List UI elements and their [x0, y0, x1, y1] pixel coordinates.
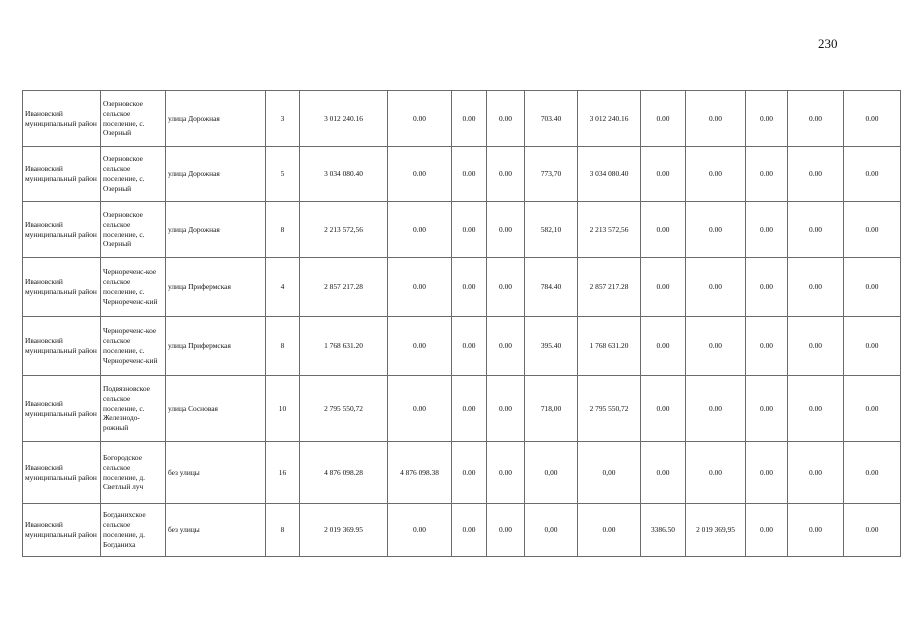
district-cell: Ивановский муниципальный район [23, 91, 101, 147]
cost-col-11-cell: 0.00 [641, 147, 686, 202]
cost-col-12-cell: 0.00 [686, 258, 746, 317]
table-row [23, 147, 901, 202]
house-number-cell: 3 [266, 91, 300, 147]
district-cell: Ивановский муниципальный район [23, 376, 101, 442]
house-number-cell: 4 [266, 258, 300, 317]
cost-col-7-cell: 0.00 [452, 317, 487, 376]
cost-col-8-cell: 0.00 [487, 442, 525, 504]
street-cell: улица Прифермская [166, 317, 266, 376]
cost-col-10-cell: 0,00 [578, 442, 641, 504]
cost-col-14-cell: 0.00 [788, 258, 844, 317]
settlement-cell: Озерновское сельское поселение, с. Озерный [101, 202, 166, 258]
cost-col-8-cell: 0.00 [487, 504, 525, 557]
district-cell: Ивановский муниципальный район [23, 147, 101, 202]
cost-col-8-cell: 0.00 [487, 376, 525, 442]
settlement-cell: Подвязновское сельское поселение, с. Железнодо-рожный [101, 376, 166, 442]
district-cell: Ивановский муниципальный район [23, 202, 101, 258]
cost-col-12-cell: 0.00 [686, 317, 746, 376]
house-number-cell: 10 [266, 376, 300, 442]
street-cell: без улицы [166, 442, 266, 504]
cost-col-6-cell: 0.00 [388, 147, 452, 202]
table-row [23, 504, 901, 557]
cost-col-15-cell: 0.00 [844, 258, 901, 317]
cost-col-11-cell: 0.00 [641, 376, 686, 442]
cost-col-12-cell: 0.00 [686, 376, 746, 442]
cost-col-7-cell: 0.00 [452, 202, 487, 258]
cost-col-15-cell: 0.00 [844, 504, 901, 557]
area-cell: 703.40 [525, 91, 578, 147]
cost-col-14-cell: 0.00 [788, 317, 844, 376]
cost-col-14-cell: 0.00 [788, 442, 844, 504]
cost-col-12-cell: 0.00 [686, 442, 746, 504]
cost-col-13-cell: 0.00 [746, 442, 788, 504]
cost-col-8-cell: 0.00 [487, 202, 525, 258]
cost-total-cell: 3 012 240.16 [300, 91, 388, 147]
area-cell: 395.40 [525, 317, 578, 376]
cost-col-14-cell: 0.00 [788, 202, 844, 258]
settlement-cell: Богородское сельское поселение, д. Светлый луч [101, 442, 166, 504]
cost-col-13-cell: 0.00 [746, 504, 788, 557]
house-number-cell: 8 [266, 317, 300, 376]
cost-col-15-cell: 0.00 [844, 376, 901, 442]
cost-col-11-cell: 0.00 [641, 202, 686, 258]
cost-col-10-cell: 2 857 217.28 [578, 258, 641, 317]
cost-col-13-cell: 0.00 [746, 91, 788, 147]
table-row [23, 376, 901, 442]
cost-col-14-cell: 0.00 [788, 147, 844, 202]
street-cell: улица Сосновая [166, 376, 266, 442]
cost-col-6-cell: 0.00 [388, 376, 452, 442]
cost-col-11-cell: 3386.50 [641, 504, 686, 557]
cost-total-cell: 1 768 631.20 [300, 317, 388, 376]
cost-col-12-cell: 0.00 [686, 202, 746, 258]
cost-col-10-cell: 2 213 572,56 [578, 202, 641, 258]
table-row [23, 202, 901, 258]
area-cell: 0,00 [525, 504, 578, 557]
table-row [23, 442, 901, 504]
cost-col-10-cell: 2 795 550,72 [578, 376, 641, 442]
district-cell: Ивановский муниципальный район [23, 258, 101, 317]
house-number-cell: 8 [266, 504, 300, 557]
cost-col-14-cell: 0.00 [788, 504, 844, 557]
area-cell: 784.40 [525, 258, 578, 317]
cost-col-12-cell: 2 019 369,95 [686, 504, 746, 557]
district-cell: Ивановский муниципальный район [23, 504, 101, 557]
cost-col-6-cell: 0.00 [388, 504, 452, 557]
cost-col-13-cell: 0.00 [746, 376, 788, 442]
cost-col-15-cell: 0.00 [844, 202, 901, 258]
house-number-cell: 8 [266, 202, 300, 258]
street-cell: улица Дорожная [166, 91, 266, 147]
page-number: 230 [818, 36, 838, 51]
table-row [23, 258, 901, 317]
cost-col-15-cell: 0.00 [844, 147, 901, 202]
cost-col-8-cell: 0.00 [487, 91, 525, 147]
area-cell: 0,00 [525, 442, 578, 504]
cost-col-10-cell: 0.00 [578, 504, 641, 557]
cost-col-14-cell: 0.00 [788, 91, 844, 147]
cost-col-7-cell: 0.00 [452, 258, 487, 317]
data-table [22, 90, 901, 557]
cost-col-6-cell: 4 876 098.38 [388, 442, 452, 504]
cost-col-15-cell: 0.00 [844, 91, 901, 147]
street-cell: без улицы [166, 504, 266, 557]
cost-total-cell: 2 795 550,72 [300, 376, 388, 442]
street-cell: улица Дорожная [166, 202, 266, 258]
street-cell: улица Дорожная [166, 147, 266, 202]
street-cell: улица Прифермская [166, 258, 266, 317]
cost-total-cell: 2 213 572,56 [300, 202, 388, 258]
cost-total-cell: 4 876 098.28 [300, 442, 388, 504]
cost-col-11-cell: 0.00 [641, 442, 686, 504]
cost-col-12-cell: 0.00 [686, 91, 746, 147]
cost-col-8-cell: 0.00 [487, 317, 525, 376]
cost-total-cell: 3 034 080.40 [300, 147, 388, 202]
cost-col-15-cell: 0.00 [844, 317, 901, 376]
cost-col-7-cell: 0.00 [452, 504, 487, 557]
area-cell: 582,10 [525, 202, 578, 258]
cost-col-7-cell: 0.00 [452, 376, 487, 442]
cost-col-13-cell: 0.00 [746, 147, 788, 202]
house-number-cell: 16 [266, 442, 300, 504]
cost-col-14-cell: 0.00 [788, 376, 844, 442]
cost-col-7-cell: 0.00 [452, 147, 487, 202]
cost-col-11-cell: 0.00 [641, 317, 686, 376]
cost-col-6-cell: 0.00 [388, 258, 452, 317]
settlement-cell: Чернореченс-кое сельское поселение, с. Чернореченс-кий [101, 317, 166, 376]
cost-col-6-cell: 0.00 [388, 91, 452, 147]
cost-col-8-cell: 0.00 [487, 258, 525, 317]
cost-col-6-cell: 0.00 [388, 317, 452, 376]
cost-col-7-cell: 0.00 [452, 442, 487, 504]
table-row [23, 91, 901, 147]
cost-col-10-cell: 1 768 631.20 [578, 317, 641, 376]
cost-total-cell: 2 019 369.95 [300, 504, 388, 557]
cost-col-11-cell: 0.00 [641, 91, 686, 147]
cost-col-10-cell: 3 034 080.40 [578, 147, 641, 202]
house-number-cell: 5 [266, 147, 300, 202]
cost-col-13-cell: 0.00 [746, 317, 788, 376]
district-cell: Ивановский муниципальный район [23, 442, 101, 504]
cost-total-cell: 2 857 217.28 [300, 258, 388, 317]
cost-col-15-cell: 0.00 [844, 442, 901, 504]
cost-col-11-cell: 0.00 [641, 258, 686, 317]
area-cell: 773,70 [525, 147, 578, 202]
table-row [23, 317, 901, 376]
cost-col-13-cell: 0.00 [746, 258, 788, 317]
district-cell: Ивановский муниципальный район [23, 317, 101, 376]
cost-col-8-cell: 0.00 [487, 147, 525, 202]
settlement-cell: Озерновское сельское поселение, с. Озерный [101, 147, 166, 202]
cost-col-7-cell: 0.00 [452, 91, 487, 147]
settlement-cell: Богданихское сельское поселение, д. Богданиха [101, 504, 166, 557]
settlement-cell: Чернореченс-кое сельское поселение, с. Чернореченс-кий [101, 258, 166, 317]
cost-col-6-cell: 0.00 [388, 202, 452, 258]
settlement-cell: Озерновское сельское поселение, с. Озерный [101, 91, 166, 147]
cost-col-12-cell: 0.00 [686, 147, 746, 202]
area-cell: 718,00 [525, 376, 578, 442]
cost-col-13-cell: 0.00 [746, 202, 788, 258]
cost-col-10-cell: 3 012 240.16 [578, 91, 641, 147]
